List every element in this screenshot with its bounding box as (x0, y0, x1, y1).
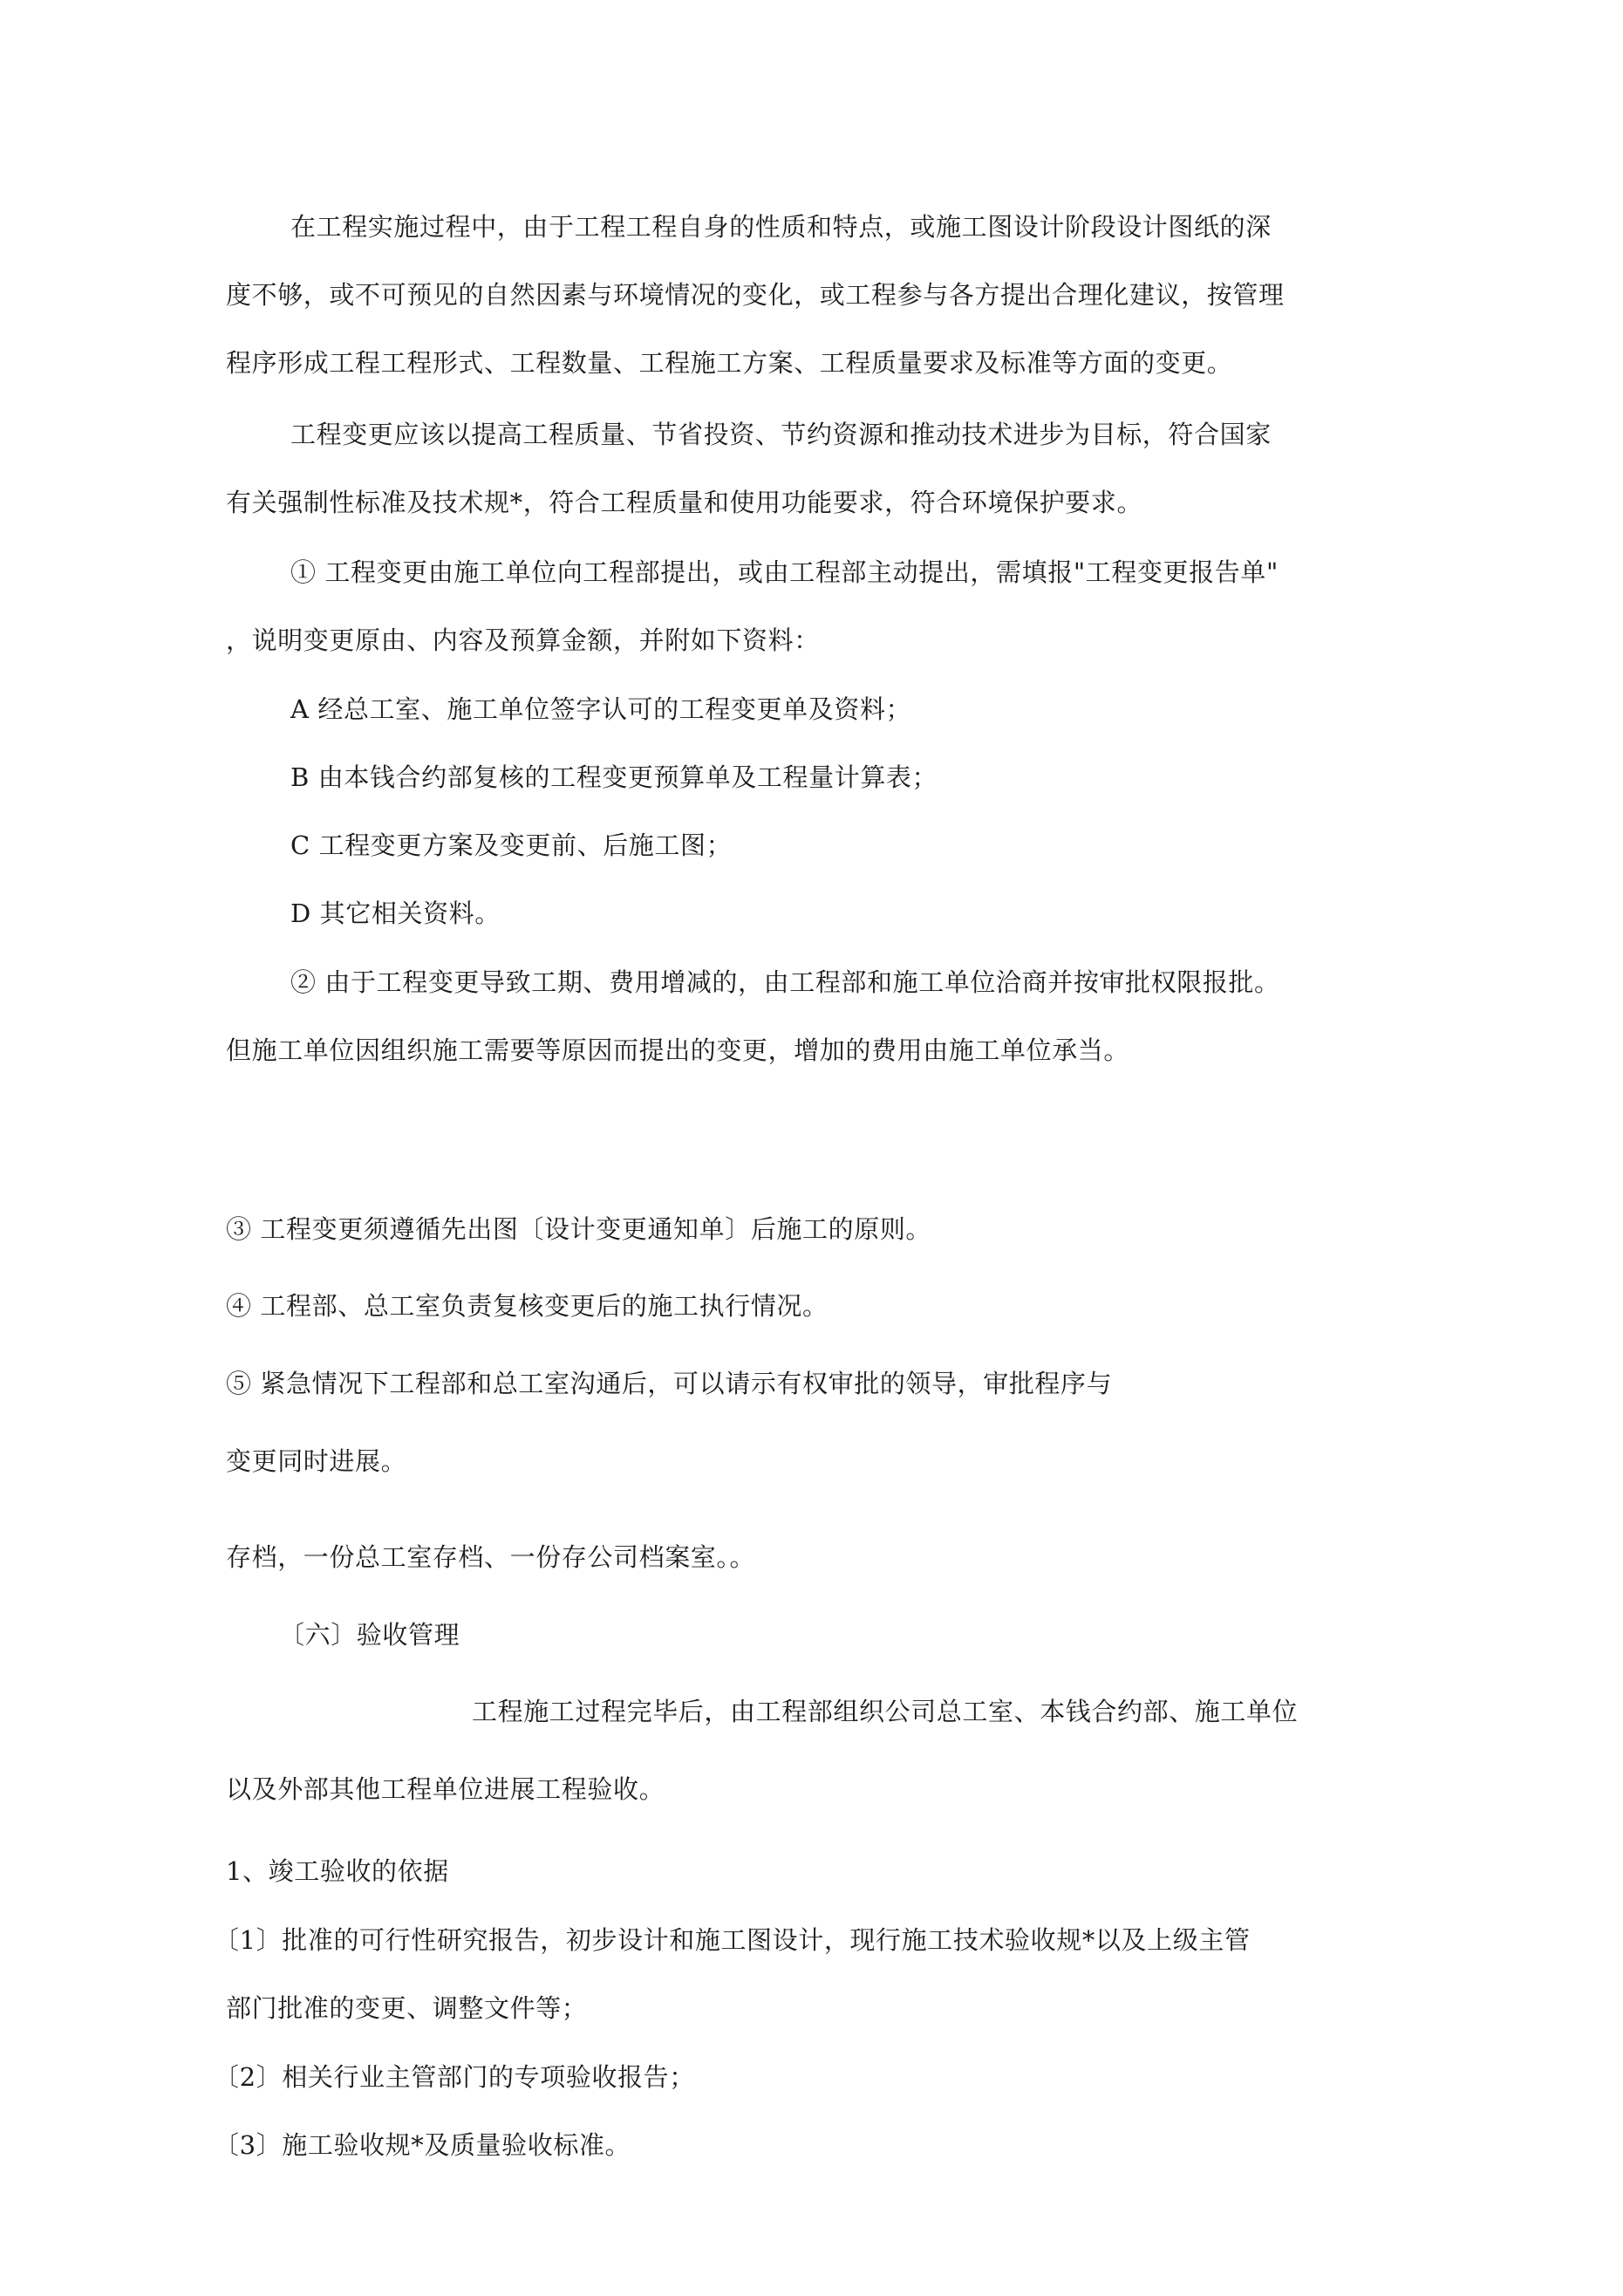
section-title: 〔六〕验收管理 (279, 1620, 460, 1650)
list-item-b: B 由本钱合约部复核的工程变更预算单及工程量计算表； (290, 762, 938, 792)
paragraph-line: 有关强制性标准及技术规*，符合工程质量和使用功能要求，符合环境保护要求。 (226, 488, 1143, 517)
paragraph-line: 部门批准的变更、调整文件等； (226, 1993, 588, 2023)
basis-item-3: 〔3〕施工验收规*及质量验收标准。 (214, 2130, 631, 2160)
paragraph-line: 度不够，或不可预见的自然因素与环境情况的变化，或工程参与各方提出合理化建议，按管理 (226, 280, 1285, 310)
paragraph-line: 以及外部其他工程单位进展工程验收。 (226, 1774, 665, 1804)
paragraph-line: 变更同时进展。 (226, 1446, 407, 1476)
subheading: 1、竣工验收的依据 (226, 1856, 449, 1886)
paragraph-line: 在工程实施过程中，由于工程工程自身的性质和特点，或施工图设计阶段设计图纸的深 (290, 212, 1272, 242)
paragraph-line: ，说明变更原由、内容及预算金额，并附如下资料： (226, 625, 820, 655)
list-item-d: D 其它相关资料。 (290, 899, 501, 928)
list-item-c: C 工程变更方案及变更前、后施工图； (290, 830, 733, 860)
numbered-item-4: ④ 工程部、总工室负责复核变更后的施工执行情况。 (226, 1291, 829, 1321)
paragraph-line: ② 由于工程变更导致工期、费用增减的，由工程部和施工单位洽商并按审批权限报批。 (290, 967, 1280, 997)
list-item-a: A 经总工室、施工单位签字认可的工程变更单及资料； (290, 694, 912, 724)
paragraph-line: 工程变更应该以提高工程质量、节省投资、节约资源和推动技术进步为目标，符合国家 (290, 420, 1272, 449)
basis-item-1: 〔1〕批准的可行性研究报告，初步设计和施工图设计，现行施工技术验收规*以及上级主管 (214, 1925, 1251, 1955)
paragraph-line: 但施工单位因组织施工需要等原因而提出的变更，增加的费用由施工单位承当。 (226, 1035, 1130, 1065)
basis-item-2: 〔2〕相关行业主管部门的专项验收报告； (214, 2062, 695, 2092)
paragraph-line: 程序形成工程工程形式、工程数量、工程施工方案、工程质量要求及标准等方面的变更。 (226, 348, 1233, 378)
archive-note: 存档，一份总工室存档、一份存公司档案室。。 (226, 1542, 756, 1572)
paragraph-line: 工程施工过程完毕后，由工程部组织公司总工室、本钱合约部、施工单位 (472, 1697, 1299, 1726)
numbered-item-5: ⑤ 紧急情况下工程部和总工室沟通后，可以请示有权审批的领导，审批程序与 (226, 1369, 1113, 1398)
paragraph-line: ① 工程变更由施工单位向工程部提出，或由工程部主动提出，需填报"工程变更报告单" (290, 557, 1279, 587)
numbered-item-3: ③ 工程变更须遵循先出图〔设计变更通知单〕后施工的原则。 (226, 1214, 932, 1244)
